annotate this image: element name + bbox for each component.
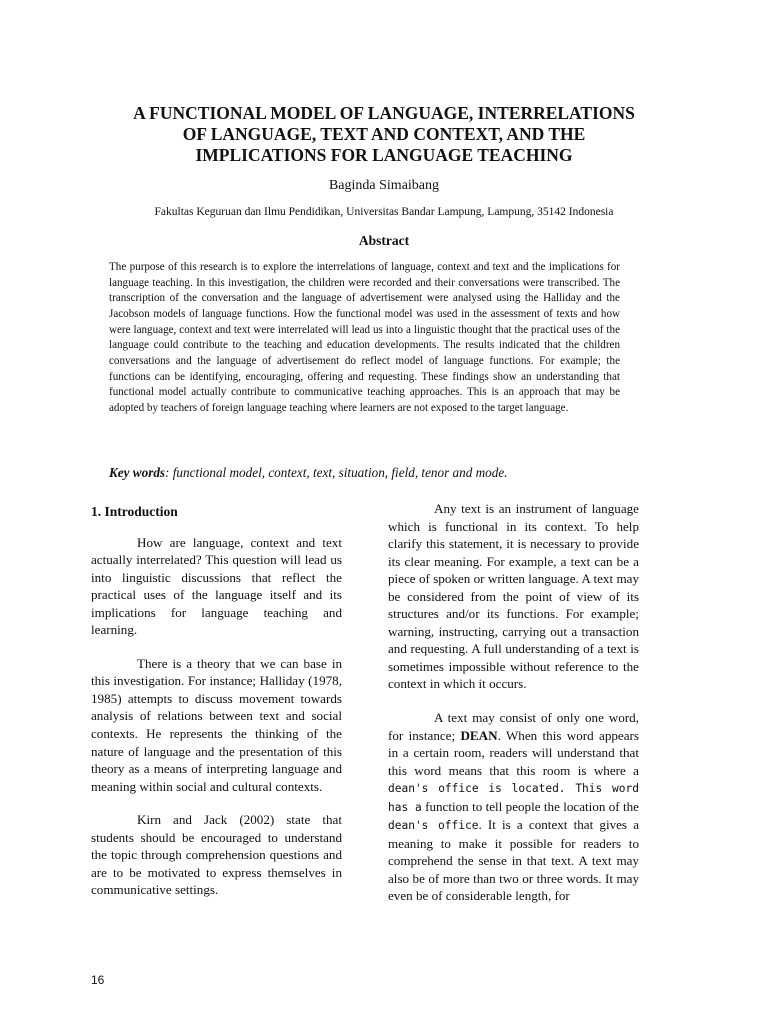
title-line-2: OF LANGUAGE, TEXT AND CONTEXT, AND THE	[182, 124, 586, 144]
paragraph-2-part-3: function to tell people the location of the	[421, 798, 639, 814]
section-heading-introduction: 1. Introduction	[91, 504, 178, 519]
right-column	[388, 500, 639, 905]
keywords-label: Key words	[109, 465, 166, 480]
author-name: Baginda Simaibang	[328, 178, 440, 193]
author-affiliation: Fakultas Keguruan dan Ilmu Pendidikan, Universitas Bandar Lampung, Lampung, 35142 Indonesia	[154, 206, 614, 218]
keywords	[109, 465, 669, 481]
keywords-list: : functional model, context, text, situation, field, tenor and mode.	[165, 465, 508, 480]
intro-paragraph-2: There is a theory that we can base in this investigation. For instance; Halliday (1978, 1985) attempts to discuss movement towards analysis of relations between text and social contexts. He represents the thinking of the nature of language and the presentation of this theory as a means of interpreting language and meaning within social and cultural contexts.	[91, 655, 342, 794]
abstract-text: The purpose of this research is to explore the interrelations of language, context and text and the implications for language teaching. In this investigation, the children were recorded and their conversations were transcribed. The transcription of the conversation and the language of advertisement were analysed using the Halliday and the Jacobson models of language functions. How the functional model was used in the assessment of texts and how were language, context and text were interrelated will lead us into a linguistic thought that the practical uses of the language could contribute to the teaching and education developments. The results indicated that the children conversations and the language of advertisement do reflect model of language functions. For example; the functions can be identifying, encouraging, offering and requesting. These findings show an understanding that functional model actually contribute to communicative teaching approaches. This is an approach that may be adopted by teachers of foreign language teaching where learners are not exposed to the target language.	[109, 261, 620, 414]
paper-title	[90, 103, 678, 166]
paragraph-2-part-2: . When this word appears in a certain room, readers will understand that this word means that this room is where a	[388, 727, 639, 778]
intro-paragraph-3: Kirn and Jack (2002) state that students should be encouraged to understand the topic through comprehension questions and are to be motivated to express themselves in communicative settings.	[91, 812, 342, 898]
paragraph-2-mono-2: dean's office	[388, 819, 479, 833]
text-paragraph-1: Any text is an instrument of language which is functional in its context. To help clarify this statement, it is necessary to provide its clear meaning. For example, a text can be a piece of spoken or written language. A text may be considered from the point of view of its structures and/or its functions. For example; warning, instructing, carrying out a transaction and requesting. A full understanding of a text is sometimes impossible without reference to the context in which it occurs.	[388, 501, 639, 692]
abstract-heading: Abstract	[358, 233, 410, 248]
left-column	[91, 500, 342, 899]
title-line-1: A FUNCTIONAL MODEL OF LANGUAGE, INTERRELATIONS	[133, 103, 635, 123]
dean-keyword: DEAN	[460, 727, 498, 743]
paragraph-2-part-4: . It is a context that gives a meaning to make it possible for readers to comprehend the sense in that text. A text may also be of more than two or three words. It may even be of considerable length, for	[388, 817, 640, 904]
text-paragraph-2	[388, 709, 639, 905]
intro-paragraph-1: How are language, context and text actually interrelated? This question will lead us into linguistic discussions that reflect the practical uses of the language itself and its implications for language teaching and learning.	[91, 534, 342, 638]
title-line-3: IMPLICATIONS FOR LANGUAGE TEACHING	[195, 145, 573, 165]
paragraph-2-mono-1: dean's office is located. This word has a	[388, 782, 639, 814]
page-number: 16	[91, 973, 105, 987]
paragraph-2-part-1: A text may consist of only one word, for instance;	[388, 710, 639, 743]
